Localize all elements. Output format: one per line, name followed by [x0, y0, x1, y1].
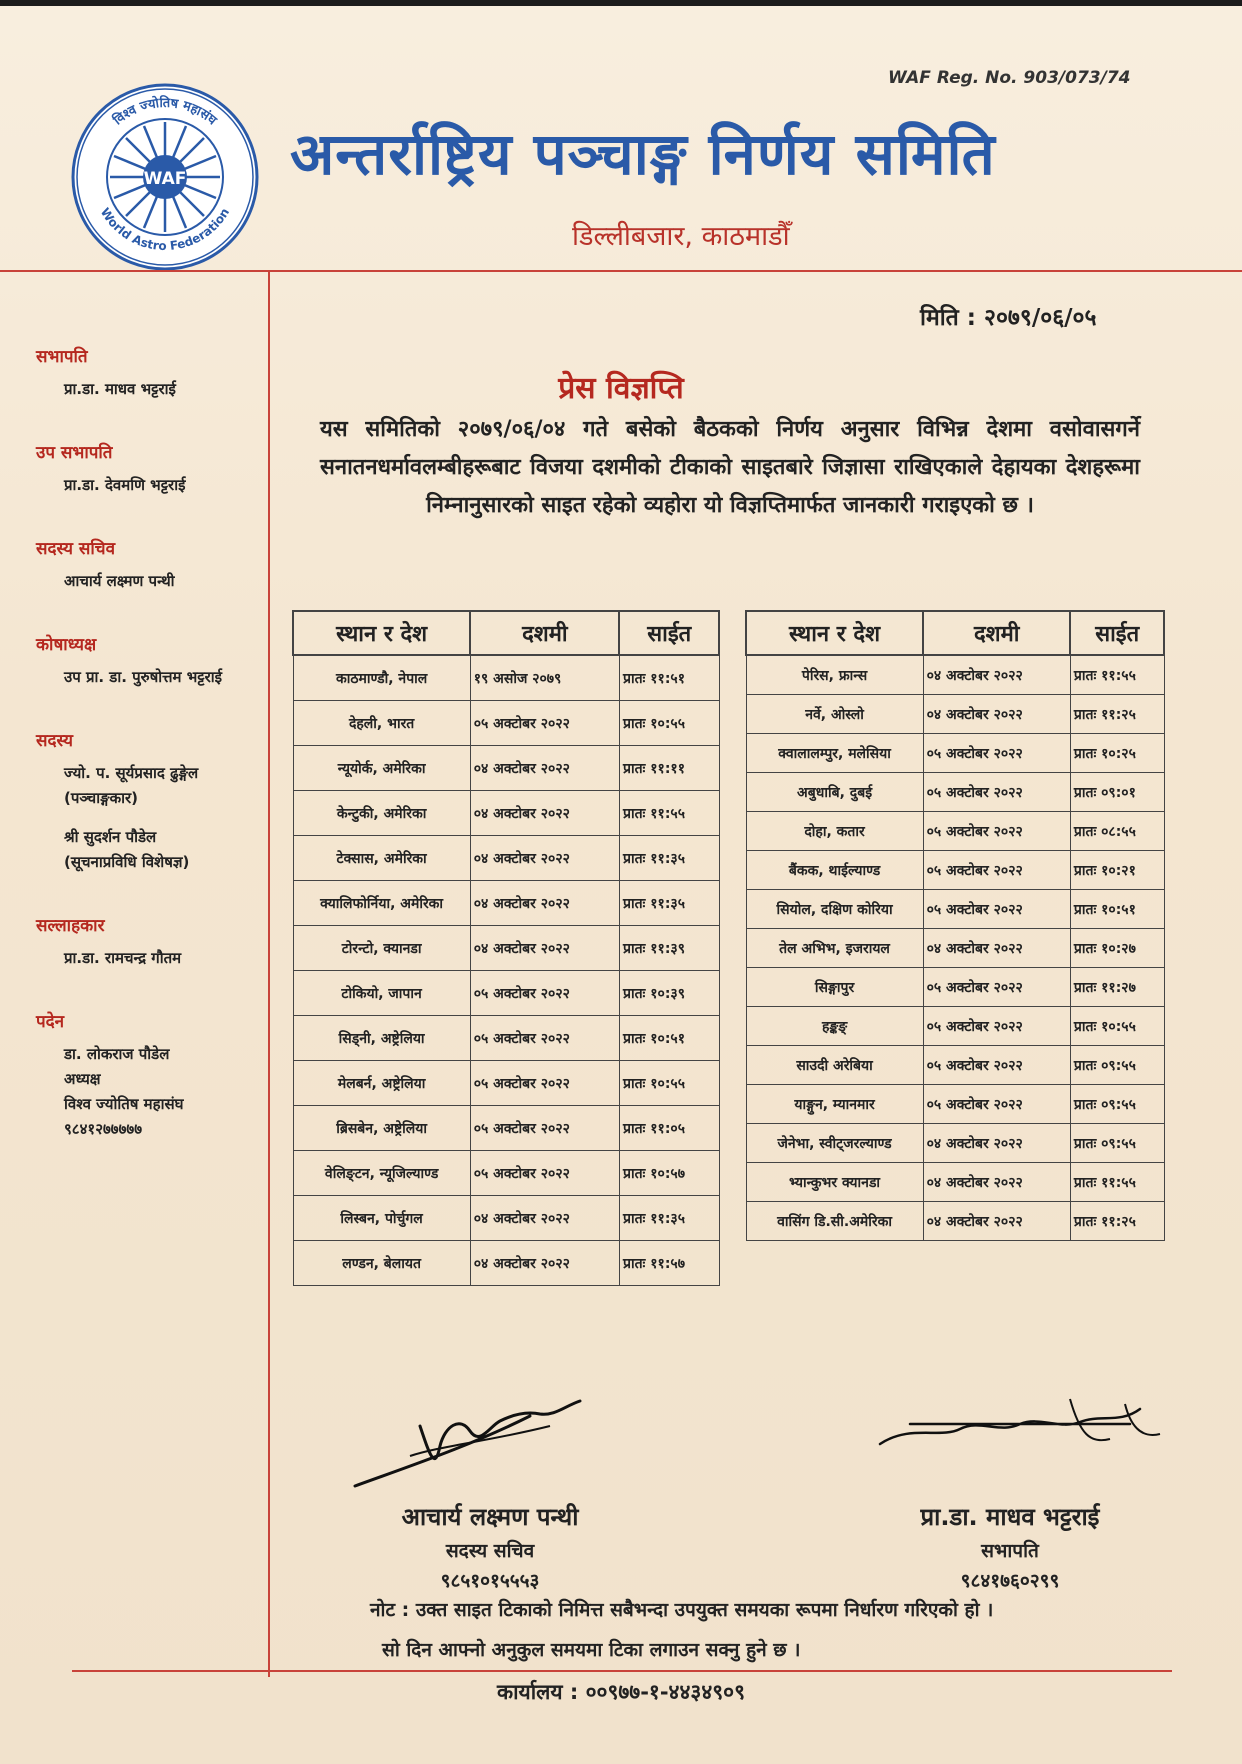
cell-place: भ्यान्कुभर क्यानडा: [746, 1163, 923, 1202]
sidebar-member-note: अध्यक्ष: [64, 1070, 101, 1088]
cell-time: प्रातः ११:२५: [1070, 695, 1164, 734]
table-row: [746, 851, 1164, 890]
cell-date: ०५ अक्टोबर २०२२: [470, 971, 619, 1016]
cell-date: ०४ अक्टोबर २०२२: [923, 695, 1070, 734]
note-line-2: सो दिन आफ्नो अनुकुल समयमा टिका लगाउन सक्नु हुने छ ।: [382, 1639, 801, 1661]
sidebar-member: श्री सुदर्शन पौडेल: [64, 828, 157, 846]
cell-time: प्रातः ११:३५: [619, 881, 719, 926]
signature-chair: [870, 1394, 1170, 1474]
cell-place: तेल अभिभ, इजरायल: [746, 929, 923, 968]
sidebar-member: प्रा.डा. रामचन्द्र गौतम: [64, 949, 182, 967]
cell-time: प्रातः १०:५५: [619, 701, 719, 746]
header-place: स्थान र देश: [746, 611, 923, 655]
cell-date: ०४ अक्टोबर २०२२: [470, 791, 619, 836]
header-saait: साईत: [619, 611, 719, 655]
cell-date: ०५ अक्टोबर २०२२: [470, 701, 619, 746]
signatory-name: आचार्य लक्ष्मण पन्थी: [401, 1503, 579, 1531]
table-row: [293, 1241, 719, 1286]
cell-place: वेलिङ्टन, न्यूजिल्याण्ड: [293, 1151, 470, 1196]
cell-date: ०४ अक्टोबर २०२२: [470, 926, 619, 971]
cell-date: ०५ अक्टोबर २०२२: [923, 890, 1070, 929]
cell-date: ०४ अक्टोबर २०२२: [923, 1163, 1070, 1202]
cell-date: ०५ अक्टोबर २०२२: [923, 1085, 1070, 1124]
cell-place: नर्वे, ओस्लो: [746, 695, 923, 734]
cell-date: ०५ अक्टोबर २०२२: [923, 968, 1070, 1007]
schedule-table-right: [745, 610, 1165, 1241]
logo-ring-top-text: विश्व ज्योतिष महासंघ: [110, 95, 220, 129]
committee-title: अन्तर्राष्ट्रिय पञ्चाङ्ग निर्णय समिति: [290, 120, 996, 188]
cell-date: ०४ अक्टोबर २०२२: [470, 1196, 619, 1241]
sidebar-member: ज्यो. प. सूर्यप्रसाद ढुङ्गेल: [64, 764, 199, 782]
cell-place: टोरन्टो, क्यानडा: [293, 926, 470, 971]
table-row: [746, 1085, 1164, 1124]
table-row: [293, 1151, 719, 1196]
cell-time: प्रातः ०९:५५: [1070, 1046, 1164, 1085]
table-row: [293, 655, 719, 701]
header-divider: [0, 270, 1242, 272]
sidebar-group-vice-chair: [36, 440, 266, 498]
cell-time: प्रातः १०:५५: [1070, 1007, 1164, 1046]
cell-date: ०५ अक्टोबर २०२२: [923, 773, 1070, 812]
cell-date: ०५ अक्टोबर २०२२: [923, 1046, 1070, 1085]
cell-place: हङ्कङ्: [746, 1007, 923, 1046]
sidebar-role: सल्लाहकार: [36, 916, 105, 936]
table-row: [746, 1007, 1164, 1046]
cell-place: लण्डन, बेलायत: [293, 1241, 470, 1286]
cell-time: प्रातः १०:३९: [619, 971, 719, 1016]
cell-place: पेरिस, फ्रान्स: [746, 655, 923, 695]
cell-date: ०४ अक्टोबर २०२२: [923, 1202, 1070, 1241]
cell-place: लिस्बन, पोर्चुगल: [293, 1196, 470, 1241]
cell-place: दोहा, कतार: [746, 812, 923, 851]
sidebar-role: कोषाध्यक्ष: [36, 635, 97, 655]
schedule-table-left: [292, 610, 720, 1286]
sidebar-group-secretary: [36, 536, 266, 594]
cell-time: प्रातः ११:३५: [619, 1196, 719, 1241]
sidebar-role: उप सभापति: [36, 443, 113, 463]
table-row: [293, 836, 719, 881]
table-row: [746, 1202, 1164, 1241]
cell-place: न्यूयोर्क, अमेरिका: [293, 746, 470, 791]
office-phone: कार्यालय : ००९७७-१-४४३४९०९: [496, 1680, 745, 1704]
cell-place: क्यालिफोर्निया, अमेरिका: [293, 881, 470, 926]
cell-date: ०४ अक्टोबर २०२२: [470, 836, 619, 881]
cell-time: प्रातः ११:३९: [619, 926, 719, 971]
cell-time: प्रातः १०:२१: [1070, 851, 1164, 890]
table-row: [746, 968, 1164, 1007]
cell-place: साउदी अरेबिया: [746, 1046, 923, 1085]
table-row: [293, 791, 719, 836]
table-row: [746, 1046, 1164, 1085]
table-row: [746, 734, 1164, 773]
note-line-1: नोट : उक्त साइत टिकाको निमित्त सबैभन्दा उपयुक्त समयका रूपमा निर्धारण गरिएको हो ।: [370, 1599, 994, 1621]
cell-time: प्रातः ०९:५५: [1070, 1085, 1164, 1124]
header-dashami: दशमी: [470, 611, 619, 655]
signatory-role: सभापति: [981, 1540, 1039, 1562]
cell-date: ०५ अक्टोबर २०२२: [923, 1007, 1070, 1046]
table-row: [293, 701, 719, 746]
table-row: [746, 929, 1164, 968]
sidebar-member-note: (पञ्चाङ्गकार): [64, 789, 138, 807]
cell-place: ब्रिसबेन, अष्ट्रेलिया: [293, 1106, 470, 1151]
press-release-document: [0, 6, 1242, 1764]
cell-date: ०५ अक्टोबर २०२२: [470, 1151, 619, 1196]
table-row: [746, 655, 1164, 695]
cell-place: टोकियो, जापान: [293, 971, 470, 1016]
signatory-name: प्रा.डा. माधव भट्टराई: [920, 1503, 1100, 1531]
sidebar-role: पदेन: [36, 1012, 65, 1032]
cell-date: ०५ अक्टोबर २०२२: [923, 734, 1070, 773]
signatory-phone: ९८५१०१५५५३: [440, 1570, 540, 1592]
cell-time: प्रातः १०:५१: [619, 1016, 719, 1061]
header-place: स्थान र देश: [293, 611, 470, 655]
sidebar-role: सदस्य सचिव: [36, 539, 116, 559]
sidebar-member: डा. लोकराज पौडेल: [64, 1045, 170, 1063]
sidebar-member-note: विश्व ज्योतिष महासंघ: [64, 1095, 184, 1113]
sidebar-member: उप प्रा. डा. पुरुषोत्तम भट्टराई: [64, 668, 223, 686]
cell-place: केन्टुकी, अमेरिका: [293, 791, 470, 836]
signatory-chair: [880, 1500, 1140, 1593]
table-row: [293, 881, 719, 926]
cell-place: सिड्नी, अष्ट्रेलिया: [293, 1016, 470, 1061]
cell-time: प्रातः १०:५५: [619, 1061, 719, 1106]
header-saait: साईत: [1070, 611, 1164, 655]
sidebar-member: प्रा.डा. माधव भट्टराई: [64, 380, 176, 398]
table-row: [746, 773, 1164, 812]
table-row: [746, 1163, 1164, 1202]
table-row: [293, 971, 719, 1016]
table-row: [293, 1106, 719, 1151]
cell-time: प्रातः ०८:५५: [1070, 812, 1164, 851]
signatory-secretary: [360, 1500, 620, 1593]
cell-date: ०४ अक्टोबर २०२२: [470, 746, 619, 791]
cell-date: ०५ अक्टोबर २०२२: [470, 1016, 619, 1061]
cell-place: बैंकक, थाईल्याण्ड: [746, 851, 923, 890]
footer-note: [370, 1590, 1140, 1670]
signatory-phone: ९८४१७६०२९९: [960, 1570, 1060, 1592]
cell-date: ०४ अक्टोबर २०२२: [923, 1124, 1070, 1163]
sidebar-member: प्रा.डा. देवमणि भट्टराई: [64, 476, 186, 494]
cell-time: प्रातः १०:५१: [1070, 890, 1164, 929]
table-row: [293, 1061, 719, 1106]
cell-place: देहली, भारत: [293, 701, 470, 746]
sidebar-divider: [268, 272, 270, 1677]
notice-paragraph: यस समितिको २०७९/०६/०४ गते बसेको बैठकको निर्णय अनुसार विभिन्न देशमा वसोवासगर्ने सनातनधर्मावलम्बीहरूबाट विजया दशमीको टीकाको साइतबारे जिज्ञासा राखिएकाले देहायका देशहरूमा निम्नानुसारको साइत रहेको व्यहोरा यो विज्ञप्तिमार्फत जानकारी गराइएको छ ।: [320, 417, 1140, 518]
cell-date: ०५ अक्टोबर २०२२: [470, 1106, 619, 1151]
table-row: [746, 695, 1164, 734]
cell-time: प्रातः १०:२५: [1070, 734, 1164, 773]
table-row: [293, 746, 719, 791]
sidebar-group-advisor: [36, 913, 266, 971]
press-release-title: प्रेस विज्ञप्ति: [558, 371, 684, 406]
sidebar-role: सभापति: [36, 347, 88, 367]
footer-divider: [72, 1670, 1172, 1672]
cell-place: काठमाण्डौ, नेपाल: [293, 655, 470, 701]
sidebar-group-treasurer: [36, 632, 266, 690]
cell-time: प्रातः ११:२७: [1070, 968, 1164, 1007]
header-dashami: दशमी: [923, 611, 1070, 655]
table-row: [746, 812, 1164, 851]
cell-time: प्रातः ११:११: [619, 746, 719, 791]
cell-time: प्रातः ११:०५: [619, 1106, 719, 1151]
cell-time: प्रातः ०९:०१: [1070, 773, 1164, 812]
waf-logo-seal: [70, 82, 260, 272]
cell-date: ०४ अक्टोबर २०२२: [923, 929, 1070, 968]
table-row: [293, 1016, 719, 1061]
sidebar-member: आचार्य लक्ष्मण पन्थी: [64, 572, 175, 590]
registration-number: WAF Reg. No. 903/073/74: [888, 68, 1131, 88]
cell-place: याङ्गुन, म्यानमार: [746, 1085, 923, 1124]
cell-time: प्रातः ११:३५: [619, 836, 719, 881]
committee-address: डिल्लीबजार, काठमाडौँ: [572, 221, 790, 252]
cell-place: सियोल, दक्षिण कोरिया: [746, 890, 923, 929]
cell-time: प्रातः ११:२५: [1070, 1202, 1164, 1241]
cell-time: प्रातः ११:५७: [619, 1241, 719, 1286]
cell-time: प्रातः ११:५५: [1070, 655, 1164, 695]
document-date: मिति : २०७९/०६/०५: [920, 305, 1097, 331]
cell-date: ०४ अक्टोबर २०२२: [923, 655, 1070, 695]
cell-place: अबुधाबि, दुबई: [746, 773, 923, 812]
sidebar-member-phone: ९८४१२७७७७७: [64, 1120, 143, 1138]
cell-place: जेनेभा, स्वीट्जरल्याण्ड: [746, 1124, 923, 1163]
cell-date: ०५ अक्टोबर २०२२: [470, 1061, 619, 1106]
cell-date: ०५ अक्टोबर २०२२: [923, 812, 1070, 851]
sidebar-role: सदस्य: [36, 731, 73, 751]
cell-date: ०५ अक्टोबर २०२२: [923, 851, 1070, 890]
cell-place: सिङ्गापुर: [746, 968, 923, 1007]
cell-time: प्रातः ०९:५५: [1070, 1124, 1164, 1163]
logo-ring-bottom-text: World Astro Federation: [97, 205, 233, 254]
table-row: [293, 1196, 719, 1241]
committee-members-sidebar: [36, 344, 266, 1180]
cell-place: वासिंग डि.सी.अमेरिका: [746, 1202, 923, 1241]
signature-secretary: [350, 1386, 610, 1496]
signatory-role: सदस्य सचिव: [445, 1540, 535, 1562]
cell-place: टेक्सास, अमेरिका: [293, 836, 470, 881]
cell-place: क्वालालम्पुर, मलेसिया: [746, 734, 923, 773]
sidebar-member-note: (सूचनाप्रविधि विशेषज्ञ): [64, 853, 190, 871]
cell-date: १९ असोज २०७९: [470, 655, 619, 701]
cell-time: प्रातः ११:५१: [619, 655, 719, 701]
cell-date: ०४ अक्टोबर २०२२: [470, 881, 619, 926]
table-row: [746, 1124, 1164, 1163]
cell-place: मेलबर्न, अष्ट्रेलिया: [293, 1061, 470, 1106]
logo-center-text: WAF: [143, 169, 187, 189]
cell-time: प्रातः १०:२७: [1070, 929, 1164, 968]
cell-date: ०४ अक्टोबर २०२२: [470, 1241, 619, 1286]
cell-time: प्रातः ११:५५: [1070, 1163, 1164, 1202]
sidebar-group-ex-officio: [36, 1009, 266, 1142]
table-row: [746, 890, 1164, 929]
cell-time: प्रातः १०:५७: [619, 1151, 719, 1196]
table-row: [293, 926, 719, 971]
cell-time: प्रातः ११:५५: [619, 791, 719, 836]
sidebar-group-members: [36, 728, 266, 875]
